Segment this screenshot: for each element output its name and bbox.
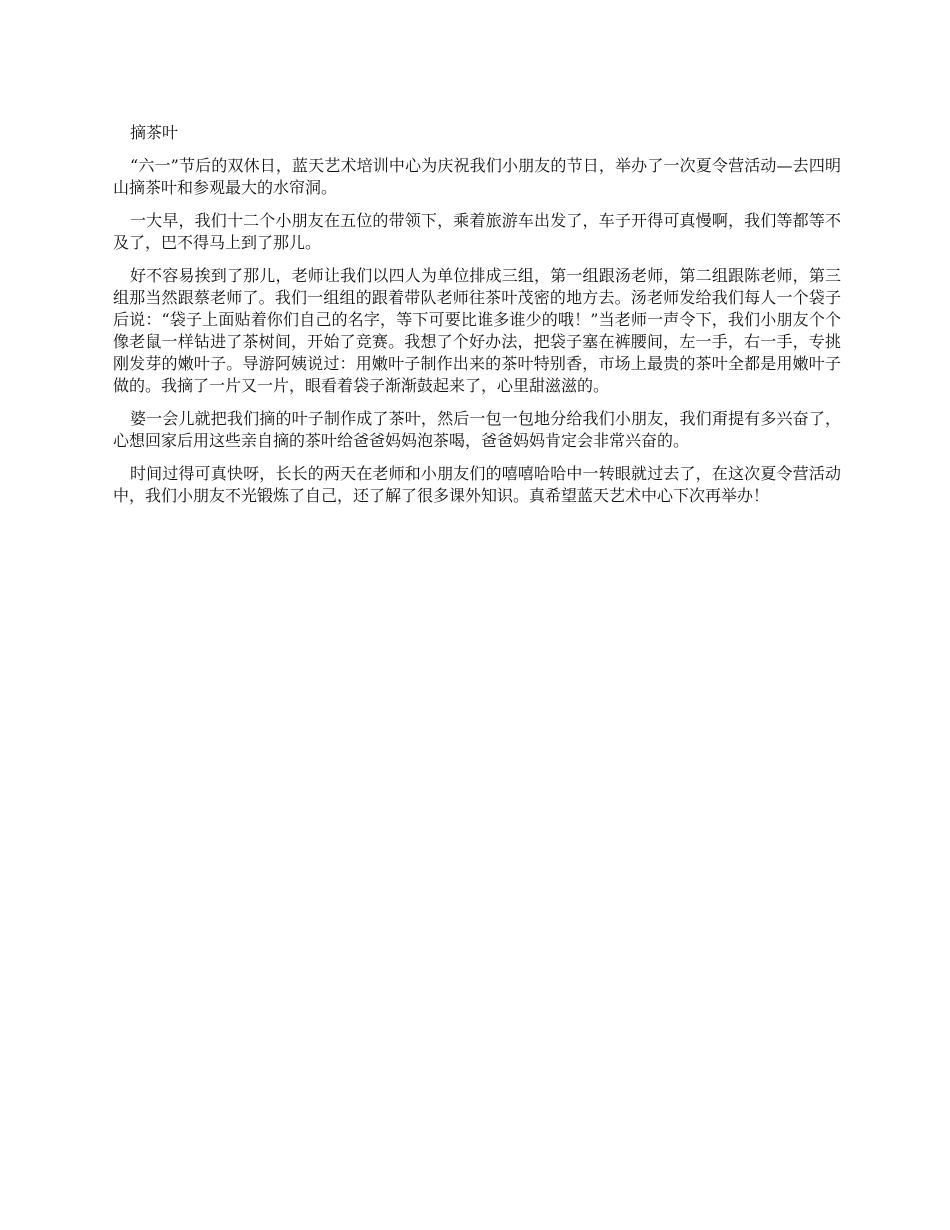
document-title: 摘茶叶 [130,123,179,142]
paragraph-2: 一大早，我们十二个小朋友在五位的带领下，乘着旅游车出发了，车子开得可真慢啊，我们等都等不及了，巴不得马上到了那儿。 [113,211,841,252]
paragraph-1: “六一”节后的双休日，蓝天艺术培训中心为庆祝我们小朋友的节日，举办了一次夏令营活动—去四明山摘茶叶和参观最大的水帘洞。 [113,156,841,197]
document-page [113,122,841,518]
paragraph-4: 婆一会儿就把我们摘的叶子制作成了茶叶，然后一包一包地分给我们小朋友，我们甭提有多兴奋了，心想回家后用这些亲自摘的茶叶给爸爸妈妈泡茶喝，爸爸妈妈肯定会非常兴奋的。 [113,409,841,450]
paragraph-3: 好不容易挨到了那儿，老师让我们以四人为单位排成三组，第一组跟汤老师，第二组跟陈老师，第三组那当然跟蔡老师了。我们一组组的跟着带队老师往茶叶茂密的地方去。汤老师发给我们每人一个袋子后说：“袋子上面贴着你们自己的名字，等下可要比谁多谁少的哦！”当老师一声令下，我们小朋友个个像老鼠一样钻进了茶树间，开始了竞赛。我想了个好办法，把袋子塞在裤腰间，左一手，右一手，专挑刚发芽的嫩叶子。导游阿姨说过：用嫩叶子制作出来的茶叶特别香，市场上最贵的茶叶全都是用嫩叶子做的。我摘了一片又一片，眼看着袋子渐渐鼓起来了，心里甜滋滋的。 [113,266,841,395]
paragraph-5: 时间过得可真快呀，长长的两天在老师和小朋友们的嘻嘻哈哈中一转眼就过去了，在这次夏令营活动中，我们小朋友不光锻炼了自己，还了解了很多课外知识。真希望蓝天艺术中心下次再举办！ [113,464,841,505]
